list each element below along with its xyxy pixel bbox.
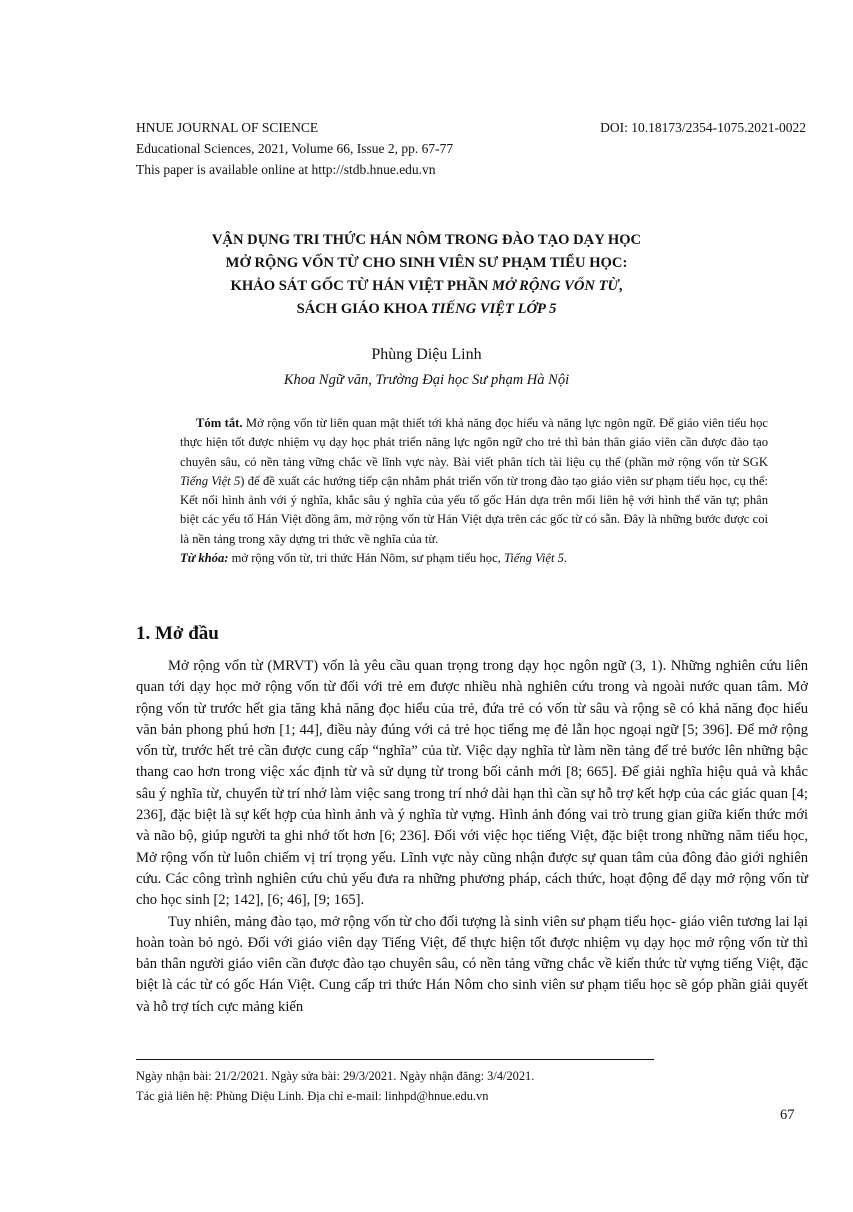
footnote-rule: [136, 1059, 654, 1060]
title-line-2: MỞ RỘNG VỐN TỪ CHO SINH VIÊN SƯ PHẠM TIỂU HỌC:: [225, 255, 628, 271]
author-name: Phùng Diệu Linh: [371, 346, 482, 363]
body-text: [136, 656, 808, 1018]
online-availability: This paper is available online at http://stdb.hnue.edu.vn: [136, 162, 436, 177]
title-line-3: KHẢO SÁT GỐC TỪ HÁN VIỆT PHẦN MỞ RỘNG VỐN TỪ,: [230, 278, 623, 294]
paragraph-1: Mở rộng vốn từ (MRVT) vốn là yêu cầu quan trọng trong dạy học ngôn ngữ (3, 1). Những nghiên cứu liên quan tới dạy học mở rộng vốn từ đối với trẻ em được nhiều nhà nghiên cứu trong và ngoài nước quan tâm. Mở rộng vốn từ trước hết gia tăng khả năng đọc hiểu của trẻ, đứa trẻ có vốn từ sâu và rộng sẽ có khả năng đọc hiểu văn bản phong phú hơn [1; 44], điều này đúng với cả trẻ học tiếng mẹ đẻ lẫn học ngoại ngữ [5; 396]. Để mở rộng vốn từ, trước hết trẻ cần được cung cấp “nghĩa” của từ. Việc dạy nghĩa từ làm nền tảng để trẻ bước lên những bậc thang cao hơn trong việc xác định từ và sử dụng từ trong bối cảnh mới [8; 665]. Để giải nghĩa hiệu quả và khắc sâu ý nghĩa từ, chuyển từ trí nhớ làm việc sang trong trí nhớ dài hạn thì cần sự hỗ trợ kết hợp của các giác quan [4; 236], đặc biệt là sự kết hợp của hình ảnh và ý nghĩa từ vựng. Hình ảnh đóng vai trò trung gian giữa kiến thức mới và não bộ, giúp người ta ghi nhớ tốt hơn [6; 236]. Đối với việc học tiếng Việt, đặc biệt trong những năm tiểu học, Mở rộng vốn từ luôn chiếm vị trí trọng yếu. Lĩnh vực này cũng nhận được sự quan tâm của đông đảo giới nghiên cứu. Các công trình nghiên cứu chủ yếu đưa ra những phương pháp, cách thức, hoạt động để dạy mở rộng vốn từ cho học sinh [2; 142], [6; 46], [9; 165].: [136, 658, 808, 909]
journal-name: HNUE JOURNAL OF SCIENCE: [136, 120, 319, 135]
author-affiliation: Khoa Ngữ văn, Trường Đại học Sư phạm Hà Nội: [283, 372, 570, 388]
title-line-4: SÁCH GIÁO KHOA TIẾNG VIỆT LỚP 5: [296, 301, 557, 317]
paper-title: [100, 229, 753, 321]
footnote-contact: Tác giả liên hệ: Phùng Diệu Linh. Địa chỉ e-mail: linhpd@hnue.edu.vn: [136, 1089, 489, 1103]
journal-header: [136, 117, 806, 180]
footnote-dates: Ngày nhận bài: 21/2/2021. Ngày sửa bài: 29/3/2021. Ngày nhận đăng: 3/4/2021.: [136, 1069, 535, 1083]
footnotes: [136, 1066, 806, 1106]
section-heading: 1. Mở đầu: [136, 623, 219, 644]
abstract-text: Tóm tắt. Mở rộng vốn từ liên quan mật thiết tới khả năng đọc hiểu và năng lực ngôn ngữ. Để giáo viên tiểu học thực hiện tốt được nhiệm vụ dạy học phát triển năng lực ngôn ngữ cho trẻ thì bản thân giáo viên cần được đào tạo chuyên sâu, có nền tảng vững chắc về lĩnh vực này. Bài viết phân tích tài liệu cụ thể (phần mở rộng vốn từ SGK Tiếng Việt 5) để đề xuất các hướng tiếp cận nhằm phát triển vốn từ trong đào tạo giáo viên sư phạm tiểu học, cụ thể: Kết nối hình ảnh với ý nghĩa, khắc sâu ý nghĩa của yếu tố gốc Hán dựa trên mối liên hệ với hình thể văn tự; phân biệt các yếu tố Hán Việt đồng âm, mở rộng vốn từ Hán Việt dựa trên các gốc từ có sẵn. Đây là những bước được coi là nền tảng trong xây dựng tri thức về nghĩa của từ.: [180, 416, 769, 546]
keywords: Từ khóa: mở rộng vốn từ, tri thức Hán Nôm, sư phạm tiểu học, Tiếng Việt 5.: [180, 551, 568, 566]
page-number: 67: [780, 1107, 795, 1123]
title-line-1: VẬN DỤNG TRI THỨC HÁN NÔM TRONG ĐÀO TẠO DẠY HỌC: [211, 232, 642, 248]
abstract: [180, 414, 768, 568]
paragraph-2: Tuy nhiên, mảng đào tạo, mở rộng vốn từ cho đối tượng là sinh viên sư phạm tiểu học- giáo viên tương lai lại hoàn toàn bỏ ngỏ. Đối với giáo viên dạy Tiếng Việt, để thực hiện tốt được nhiệm vụ dạy học mở rộng vốn từ thì bản thân người giáo viên cần được đào tạo chuyên sâu, có nền tảng vững chắc về kiến thức từ vựng tiếng Việt, đặc biệt là các từ có gốc Hán Việt. Cung cấp tri thức Hán Nôm cho sinh viên sư phạm tiểu học sẽ góp phần giải quyết và hỗ trợ tích cực mảng kiến: [136, 913, 808, 1015]
issue-info: Educational Sciences, 2021, Volume 66, Issue 2, pp. 67-77: [136, 141, 454, 156]
doi: DOI: 10.18173/2354-1075.2021-0022: [600, 120, 806, 135]
